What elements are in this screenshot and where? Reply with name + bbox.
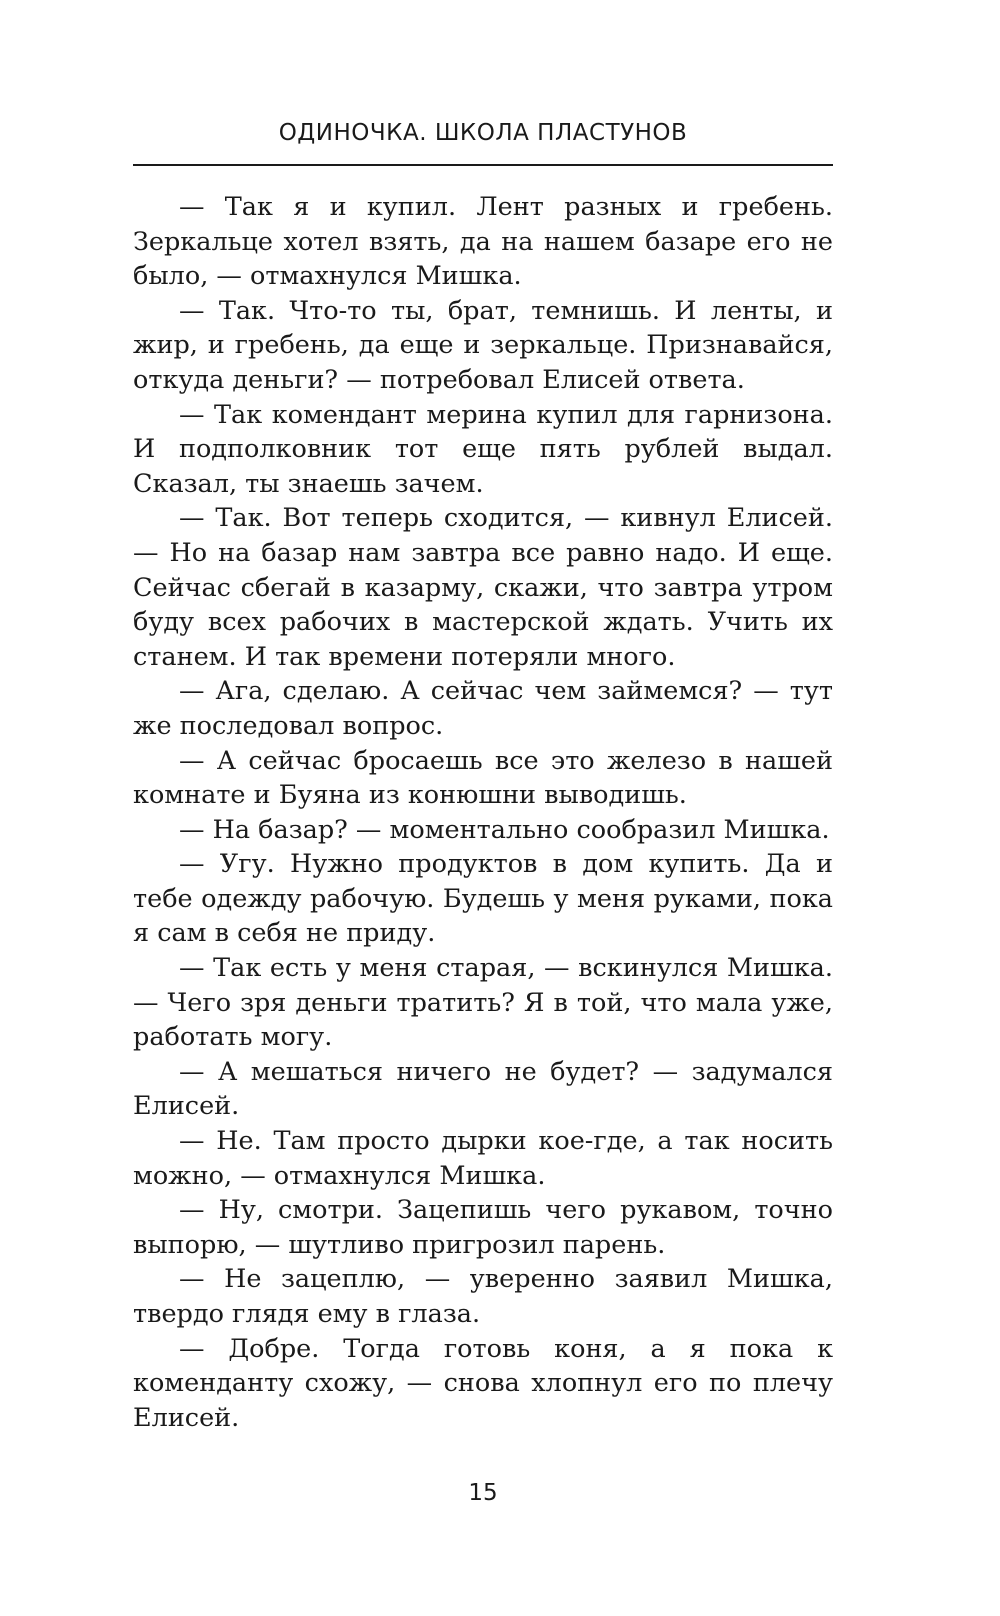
paragraph: — Так я и купил. Лент разных и гребень. Зеркальце хотел взять, да на нашем базаре его не было, — отмахнулся Мишка. bbox=[133, 192, 833, 292]
paragraph: — Так есть у меня старая, — вскинулся Мишка. — Чего зря деньги тратить? Я в той, что мала уже, работать могу. bbox=[133, 953, 833, 1053]
paragraph: — А сейчас бросаешь все это железо в нашей комнате и Буяна из конюшни выводишь. bbox=[133, 745, 833, 811]
paragraph: — Не зацеплю, — уверенно заявил Мишка, твердо глядя ему в глаза. bbox=[133, 1264, 833, 1329]
paragraph: — Не. Там просто дырки кое-где, а так носить можно, — отмахнулся Мишка. bbox=[133, 1126, 833, 1191]
paragraph: — Ага, сделаю. А сейчас чем займемся? — тут же последовал вопрос. bbox=[133, 676, 833, 741]
paragraph: — Угу. Нужно продуктов в дом купить. Да и тебе одежду рабочую. Будешь у меня руками, пока я сам в себя не приду. bbox=[133, 849, 833, 949]
paragraph: — Ну, смотри. Зацепишь чего рукавом, точно выпорю, — шутливо пригрозил парень. bbox=[133, 1195, 833, 1260]
paragraph: — Добре. Тогда готовь коня, а я пока к коменданту схожу, — снова хлопнул его по плечу Елисей. bbox=[133, 1333, 833, 1433]
paragraph: — Так комендант мерина купил для гарнизона. И подполковник тот еще пять рублей выдал. Сказал, ты знаешь зачем. bbox=[133, 399, 833, 499]
paragraph: — А мешаться ничего не будет? — задумался Елисей. bbox=[133, 1056, 833, 1122]
paragraph: — Так. Вот теперь сходится, — кивнул Елисей. — Но на базар нам завтра все равно надо. И еще. Сейчас сбегай в казарму, скажи, что завтра утром буду всех рабочих в мастерской ждать. Учить их станем. И так времени потеряли много. bbox=[133, 503, 833, 672]
paragraph: — Так. Что-то ты, брат, темнишь. И ленты, и жир, и гребень, да еще и зеркальце. Признавайся, откуда деньги? — потребовал Елисей ответа. bbox=[133, 295, 833, 395]
running-title: ОДИНОЧКА. ШКОЛА ПЛАСТУНОВ bbox=[278, 120, 688, 146]
header-rule bbox=[133, 164, 833, 166]
paragraph: — На базар? — моментально сообразил Мишка. bbox=[179, 814, 830, 845]
body-text bbox=[133, 190, 833, 1435]
page-number: 15 bbox=[468, 1480, 498, 1506]
